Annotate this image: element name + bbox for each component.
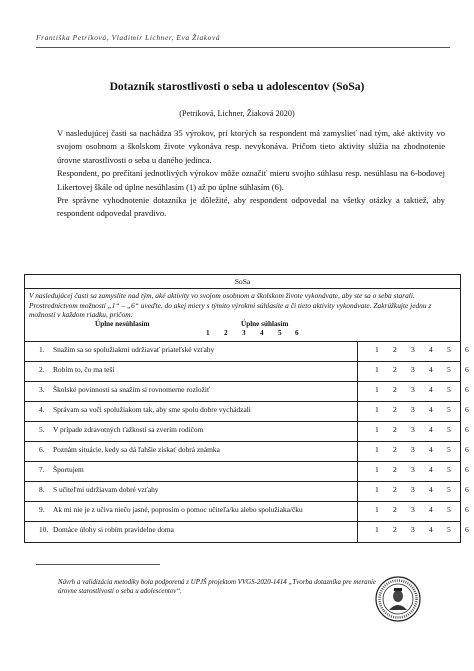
scale-legend <box>29 320 456 329</box>
scale-number: 1 <box>206 328 210 337</box>
item-text: Športujem <box>53 464 84 474</box>
table-instructions <box>25 289 460 342</box>
answer-option[interactable]: 4 <box>429 484 433 494</box>
answer-option[interactable]: 4 <box>429 464 433 474</box>
answer-option[interactable]: 3 <box>411 524 415 534</box>
scale-number: 2 <box>224 328 228 337</box>
answer-options <box>358 502 469 521</box>
answer-option[interactable]: 6 <box>465 424 469 434</box>
intro-paragraph: V nasledujúcej časti sa nachádza 35 výrokov, pri ktorých sa respondent má zamyslieť nad tým, aké aktivity vo svojom osobnom a školskom živote vykonáva resp. nevykonáva. Pričom tieto aktivity slúžia na zhodnotenie úrovne starostlivosti o seba u daného jedinca. <box>57 128 445 165</box>
scale-number: 6 <box>295 328 299 337</box>
answer-options <box>358 462 469 481</box>
table-row <box>25 362 469 382</box>
header-divider <box>36 47 450 48</box>
table-row <box>25 522 469 542</box>
page-subtitle: (Petriková, Lichner, Žiaková 2020) <box>179 109 295 118</box>
answer-option[interactable]: 5 <box>447 504 451 514</box>
answer-option[interactable]: 2 <box>393 524 397 534</box>
answer-option[interactable]: 2 <box>393 464 397 474</box>
answer-option[interactable]: 5 <box>447 444 451 454</box>
item-rows <box>25 342 469 542</box>
scale-label-right: Úplne súhlasím <box>241 319 289 328</box>
answer-option[interactable]: 6 <box>465 504 469 514</box>
answer-option[interactable]: 5 <box>447 404 451 414</box>
table-row <box>25 502 469 522</box>
table-title: SoSa <box>25 275 460 289</box>
item-number: 2. <box>39 364 45 374</box>
answer-option[interactable]: 4 <box>429 424 433 434</box>
item-statement <box>25 442 358 461</box>
answer-options <box>358 342 469 361</box>
table-row <box>25 402 469 422</box>
item-text: Robím to, čo ma teší <box>53 364 115 374</box>
item-text: S učiteľmi udržiavam dobré vzťahy <box>53 484 159 494</box>
answer-option[interactable]: 3 <box>411 484 415 494</box>
answer-option[interactable]: 2 <box>393 344 397 354</box>
answer-option[interactable]: 6 <box>465 364 469 374</box>
item-statement <box>25 522 358 542</box>
item-number: 3. <box>39 384 45 394</box>
answer-option[interactable]: 1 <box>375 484 379 494</box>
answer-option[interactable]: 5 <box>447 424 451 434</box>
answer-option[interactable]: 5 <box>447 524 451 534</box>
table-row <box>25 342 469 362</box>
item-text: Školské povinnosti sa snažím si rovnomerne rozložiť <box>53 384 211 394</box>
answer-option[interactable]: 2 <box>393 444 397 454</box>
answer-options <box>358 422 469 441</box>
answer-option[interactable]: 3 <box>411 384 415 394</box>
item-number: 5. <box>39 424 45 434</box>
scale-number: 5 <box>278 328 282 337</box>
answer-option[interactable]: 1 <box>375 384 379 394</box>
answer-option[interactable]: 1 <box>375 344 379 354</box>
answer-options <box>358 442 469 461</box>
table-row <box>25 462 469 482</box>
answer-option[interactable]: 6 <box>465 524 469 534</box>
answer-options <box>358 402 469 421</box>
answer-option[interactable]: 2 <box>393 384 397 394</box>
answer-option[interactable]: 3 <box>411 504 415 514</box>
answer-option[interactable]: 5 <box>447 344 451 354</box>
answer-option[interactable]: 5 <box>447 484 451 494</box>
item-number: 9. <box>39 504 45 514</box>
answer-option[interactable]: 2 <box>393 504 397 514</box>
answer-option[interactable]: 6 <box>465 464 469 474</box>
university-seal-icon <box>375 576 421 622</box>
answer-option[interactable]: 5 <box>447 384 451 394</box>
answer-option[interactable]: 4 <box>429 444 433 454</box>
scale-label-left: Úplne nesúhlasím <box>95 319 150 328</box>
answer-option[interactable]: 5 <box>447 464 451 474</box>
intro-paragraph: Pre správne vyhodnotenie dotazníka je dôležité, aby respondent odpovedal na všetky otázky a taktiež, aby respondent odpovedal pravdivo. <box>57 195 445 219</box>
item-number: 8. <box>39 484 45 494</box>
scale-number: 4 <box>260 328 264 337</box>
answer-options <box>358 362 469 381</box>
scale-number: 3 <box>242 328 246 337</box>
item-number: 10. <box>39 524 49 534</box>
answer-option[interactable]: 1 <box>375 404 379 414</box>
answer-option[interactable]: 4 <box>429 404 433 414</box>
item-text: Snažím sa so spolužiakmi udržiavať priateľské vzťahy <box>53 344 215 354</box>
answer-option[interactable]: 2 <box>393 404 397 414</box>
item-statement <box>25 342 358 361</box>
answer-option[interactable]: 3 <box>411 364 415 374</box>
answer-option[interactable]: 3 <box>411 424 415 434</box>
item-number: 6. <box>39 444 45 454</box>
answer-option[interactable]: 2 <box>393 484 397 494</box>
answer-option[interactable]: 5 <box>447 364 451 374</box>
answer-options <box>358 522 469 542</box>
table-row <box>25 482 469 502</box>
item-statement <box>25 422 358 441</box>
answer-option[interactable]: 2 <box>393 364 397 374</box>
answer-option[interactable]: 6 <box>465 344 469 354</box>
table-row <box>25 442 469 462</box>
answer-option[interactable]: 4 <box>429 504 433 514</box>
answer-option[interactable]: 4 <box>429 344 433 354</box>
answer-option[interactable]: 3 <box>411 404 415 414</box>
answer-option[interactable]: 1 <box>375 504 379 514</box>
item-text: Ak mi nie je z učiva niečo jasné, poprosím o pomoc učiteľa/ku alebo spolužiaka/čku <box>53 504 303 514</box>
page-title: Dotazník starostlivosti o seba u adolescentov (SoSa) <box>109 80 365 93</box>
answer-option[interactable]: 6 <box>465 444 469 454</box>
answer-option[interactable]: 1 <box>375 464 379 474</box>
item-statement <box>25 482 358 501</box>
intro-paragraph: Respondent, po prečítaní jednotlivých výrokov môže označiť mieru svojho súhlasu resp. nesúhlasu na 6-bodovej Likertovej škále od úplne nesúhlasím (1) až po úplne súhlasím (6). <box>57 168 445 192</box>
answer-option[interactable]: 3 <box>411 464 415 474</box>
instruction-text: Prostredníctvom možností „1“ – „6“ uveďte, do akej miery s týmito výrokmi súhlasíte a či tieto aktivity vykonávate. Zakrúžkujte jednu z možností v každom riadku, pričom: <box>29 300 432 320</box>
item-statement <box>25 382 358 401</box>
item-statement <box>25 402 358 421</box>
item-number: 7. <box>39 464 45 474</box>
answer-option[interactable]: 4 <box>429 524 433 534</box>
answer-option[interactable]: 1 <box>375 424 379 434</box>
answer-options <box>358 382 469 401</box>
answer-option[interactable]: 4 <box>429 364 433 374</box>
answer-option[interactable]: 1 <box>375 524 379 534</box>
answer-option[interactable]: 6 <box>465 384 469 394</box>
table-row <box>25 422 469 442</box>
answer-option[interactable]: 4 <box>429 384 433 394</box>
item-text: Domáce úlohy si robím pravidelne doma <box>53 524 174 534</box>
header-authors: Františka Petriková, Vladimír Lichner, Eva Žiaková <box>36 33 221 42</box>
scale-numbers <box>29 329 456 337</box>
instruction-text: V nasledujúcej časti sa zamyslite nad tým, aké aktivity vo svojom osobnom a školskom živote vykonávate, aby ste sa o seba starali. <box>29 291 415 300</box>
intro-text <box>57 127 445 221</box>
table-row <box>25 382 469 402</box>
answer-option[interactable]: 3 <box>411 444 415 454</box>
answer-option[interactable]: 1 <box>375 364 379 374</box>
item-statement <box>25 362 358 381</box>
item-statement <box>25 462 358 481</box>
sosa-table <box>24 274 469 543</box>
item-statement <box>25 502 358 521</box>
answer-option[interactable]: 6 <box>465 404 469 414</box>
item-text: Správam sa voči spolužiakom tak, aby sme spolu dobre vychádzali <box>53 404 251 414</box>
answer-options <box>358 482 469 501</box>
answer-option[interactable]: 2 <box>393 424 397 434</box>
item-number: 4. <box>39 404 45 414</box>
answer-option[interactable]: 6 <box>465 484 469 494</box>
answer-option[interactable]: 1 <box>375 444 379 454</box>
answer-option[interactable]: 3 <box>411 344 415 354</box>
footer-note: Návrh a validizácia metodiky bola podporená z UPJŠ projektom VVGS-2020-1414 „Tvorba dotazníka pre meranie úrovne starostlivosti o seba u adolescentov“. <box>58 579 376 595</box>
item-text: Poznám situácie, kedy sa dá ľahšie získať dobrá známka <box>53 444 220 454</box>
item-number: 1. <box>39 344 45 354</box>
item-text: V prípade zdravotných ťažkostí sa zverím rodičom <box>53 424 204 434</box>
footer-divider <box>36 564 160 565</box>
